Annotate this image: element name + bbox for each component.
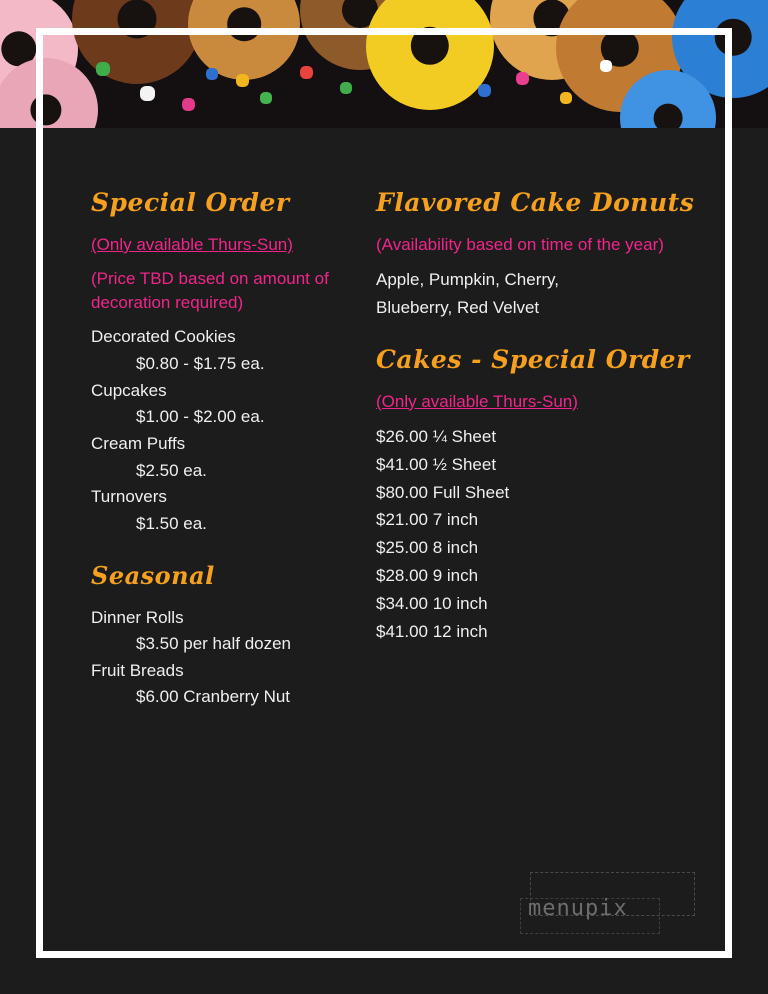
- spacer: [376, 323, 725, 345]
- section-heading: Special Order: [91, 188, 290, 217]
- availability-note: (Availability based on time of the year): [376, 235, 664, 254]
- spacer: [91, 539, 358, 561]
- watermark: [520, 872, 695, 934]
- donut-image: [0, 58, 98, 128]
- menu-item-price: $1.00 - $2.00 ea.: [136, 407, 265, 427]
- availability-note: (Only available Thurs-Sun): [91, 235, 293, 254]
- menu-item-name: Cupcakes: [91, 380, 167, 400]
- menu-item-name: Turnovers: [91, 487, 167, 507]
- price-note: (Price TBD based on amount of decoration required): [91, 269, 329, 313]
- menu-item-name: Decorated Cookies: [91, 327, 236, 347]
- sprinkle: [182, 98, 195, 111]
- watermark-label: menupix: [528, 896, 628, 921]
- section-flavored-cake-donuts: [376, 188, 725, 321]
- cake-price-line: $34.00 10 inch: [376, 593, 488, 613]
- cake-price-line: $41.00 12 inch: [376, 621, 488, 641]
- menu-columns: [43, 128, 725, 951]
- flavor-line: Apple, Pumpkin, Cherry,: [376, 270, 559, 290]
- menu-item-name: Cream Puffs: [91, 433, 186, 453]
- menu-item-name: Fruit Breads: [91, 660, 184, 680]
- cake-price-line: $25.00 8 inch: [376, 538, 479, 558]
- menu-item-price: $6.00 Cranberry Nut: [136, 687, 291, 707]
- cake-price-line: $80.00 Full Sheet: [376, 482, 510, 502]
- sprinkle: [96, 62, 110, 76]
- section-heading: Seasonal: [91, 560, 215, 590]
- sprinkle: [600, 60, 612, 72]
- sprinkle: [478, 84, 491, 97]
- sprinkle: [560, 92, 572, 104]
- menu-item-price: $2.50 ea.: [136, 460, 207, 480]
- cake-price-line: $28.00 9 inch: [376, 566, 479, 586]
- section-special-order: [91, 188, 358, 537]
- donut-image: [188, 0, 300, 80]
- section-cakes-special-order: [376, 345, 725, 645]
- menu-item-price: $0.80 - $1.75 ea.: [136, 354, 265, 374]
- flavor-line: Blueberry, Red Velvet: [376, 297, 540, 317]
- sprinkle: [140, 86, 155, 101]
- cake-price-line: $21.00 7 inch: [376, 510, 479, 530]
- donut-image: [366, 0, 494, 110]
- sprinkle: [260, 92, 272, 104]
- sprinkle: [206, 68, 218, 80]
- menu-item-name: Dinner Rolls: [91, 607, 184, 627]
- sprinkle: [340, 82, 352, 94]
- donut-photo-banner: [0, 0, 768, 128]
- menu-item-price: $1.50 ea.: [136, 513, 207, 533]
- menu-column-left: [43, 188, 358, 951]
- section-heading: Flavored Cake Donuts: [376, 188, 695, 217]
- menu-column-right: [358, 188, 725, 951]
- sprinkle: [300, 66, 313, 79]
- section-heading: Cakes - Special Order: [376, 344, 690, 374]
- section-seasonal: [91, 561, 358, 711]
- donut-image: [72, 0, 202, 84]
- cake-price-line: $26.00 ¼ Sheet: [376, 426, 497, 446]
- cake-price-line: $41.00 ½ Sheet: [376, 454, 497, 474]
- availability-note: (Only available Thurs-Sun): [376, 391, 578, 411]
- sprinkle: [236, 74, 249, 87]
- sprinkle: [516, 72, 529, 85]
- menu-item-price: $3.50 per half dozen: [136, 634, 292, 654]
